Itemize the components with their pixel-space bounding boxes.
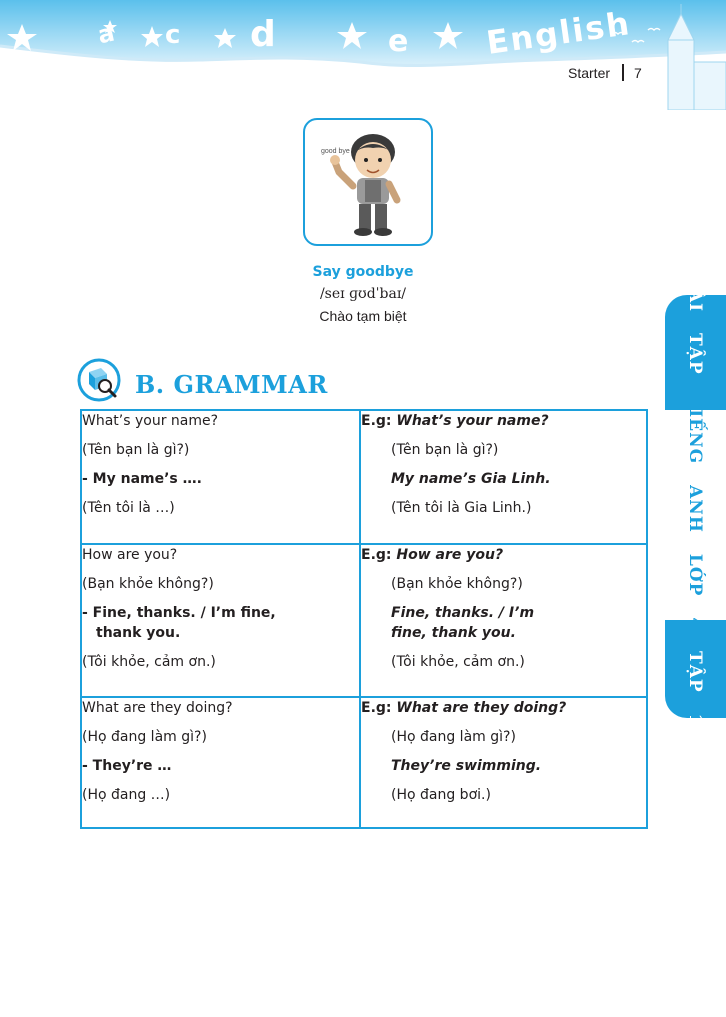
- example-cell: [360, 697, 647, 828]
- question-text: What are they doing?: [82, 700, 233, 716]
- answer-pattern: - They’re …: [82, 758, 172, 774]
- banner-letter-c: c: [165, 20, 181, 50]
- question-text: What’s your name?: [82, 413, 219, 429]
- example-cell: [360, 410, 647, 544]
- boy-waving-illustration: [305, 120, 431, 244]
- example-answer: They’re swimming.: [391, 758, 542, 774]
- header-banner: [0, 0, 726, 110]
- page-number: 7: [634, 65, 642, 81]
- example-answer-translation: (Tôi khỏe, cảm ơn.): [391, 654, 525, 670]
- table-row: [81, 697, 647, 828]
- vocab-ipa: /seɪ ɡʊdˈbaɪ/: [319, 286, 407, 302]
- pattern-cell: [81, 544, 360, 697]
- table-row: [81, 544, 647, 697]
- answer-translation: (Tên tôi là …): [82, 500, 175, 516]
- example-question: How are you?: [396, 547, 504, 563]
- answer-translation: (Tôi khỏe, cảm ơn.): [82, 654, 216, 670]
- banner-letter-e: e: [388, 24, 409, 59]
- example-cell: [360, 544, 647, 697]
- section-label: Starter: [568, 65, 611, 81]
- example-answer: My name’s Gia Linh.: [391, 471, 551, 487]
- example-question: What’s your name?: [396, 413, 549, 429]
- eg-label: E.g:: [361, 700, 392, 716]
- page-header-ref: [568, 64, 642, 81]
- pattern-cell: [81, 410, 360, 544]
- question-text: How are you?: [82, 547, 178, 563]
- section-title: B. GRAMMAR: [135, 370, 328, 399]
- example-question-translation: (Bạn khỏe không?): [391, 576, 523, 592]
- vocab-meaning: Chào tạm biệt: [319, 308, 407, 324]
- question-translation: (Tên bạn là gì?): [82, 442, 190, 458]
- image-caption: good bye: [321, 148, 350, 155]
- example-question-translation: (Tên bạn là gì?): [391, 442, 499, 458]
- example-answer: Fine, thanks. / I’m fine, thank you.: [391, 605, 535, 641]
- vocab-word: Say goodbye: [312, 264, 414, 280]
- pattern-cell: [81, 697, 360, 828]
- grammar-table: [80, 409, 648, 829]
- example-answer-translation: (Tên tôi là Gia Linh.): [391, 500, 532, 516]
- eg-label: E.g:: [361, 547, 392, 563]
- side-tab-part1: BÀI TẬP: [685, 273, 705, 375]
- answer-pattern: - My name’s ….: [82, 471, 202, 487]
- eg-label: E.g:: [361, 413, 392, 429]
- header-divider: [622, 64, 624, 81]
- example-question-translation: (Họ đang làm gì?): [391, 729, 516, 745]
- example-question: What are they doing?: [396, 700, 567, 716]
- question-translation: (Họ đang làm gì?): [82, 729, 207, 745]
- banner-letter-a: a: [95, 18, 117, 50]
- vocab-image-frame: [303, 118, 433, 246]
- side-tab-label: [685, 274, 705, 727]
- banner-word-english: English: [484, 4, 634, 62]
- side-tab-part3: TẬP 1: [685, 651, 705, 727]
- question-translation: (Bạn khỏe không?): [82, 576, 214, 592]
- table-row: [81, 410, 647, 544]
- answer-pattern: - Fine, thanks. / I’m fine, thank you.: [82, 605, 276, 641]
- magnifier-book-icon: [77, 358, 121, 402]
- example-answer-translation: (Họ đang bơi.): [391, 787, 491, 803]
- side-tab-part2: TIẾNG ANH LỚP 4: [685, 395, 705, 631]
- answer-translation: (Họ đang …): [82, 787, 171, 803]
- banner-letter-d: d: [250, 14, 276, 55]
